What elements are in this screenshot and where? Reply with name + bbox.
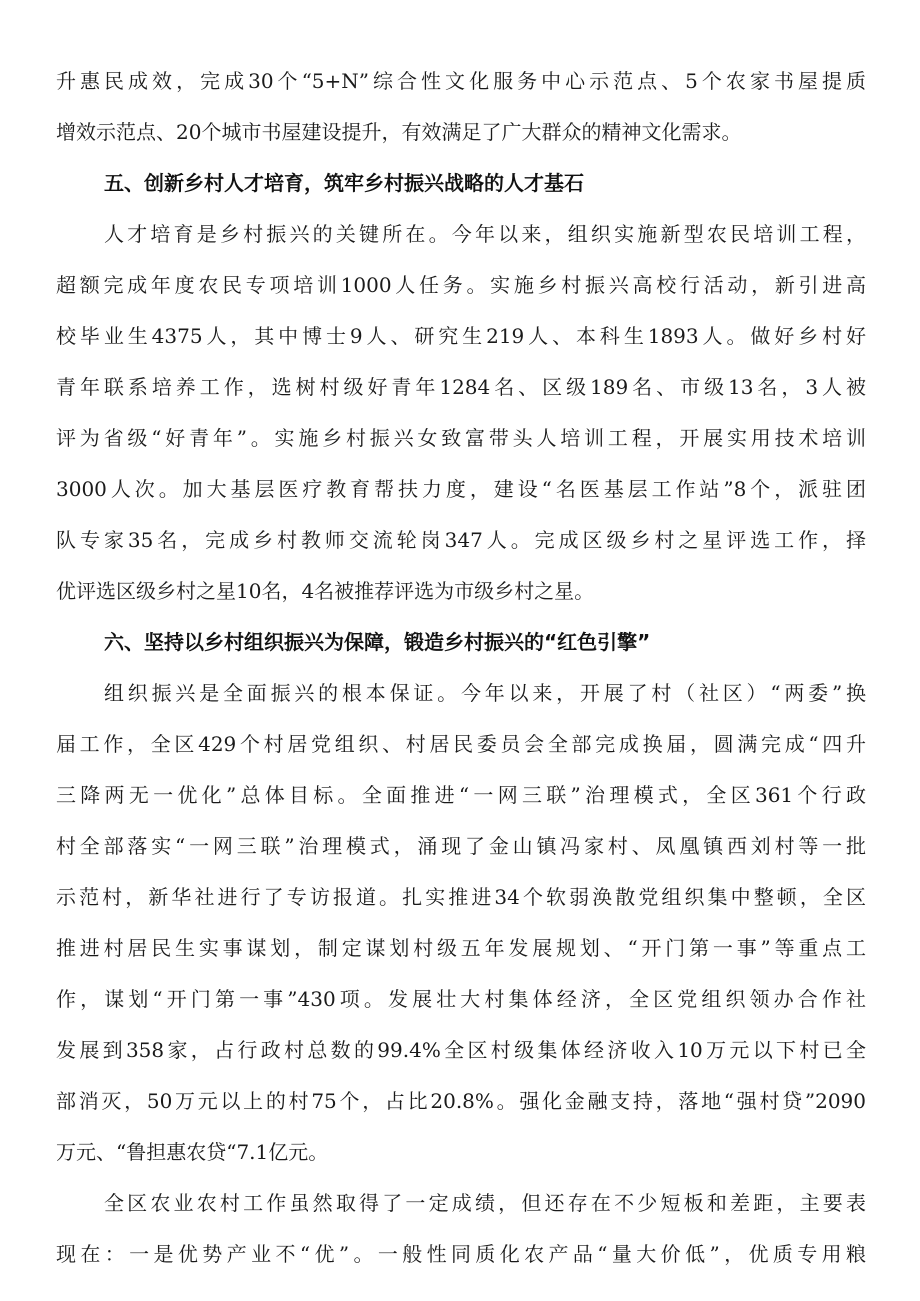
paragraph-line: 青年联系培养工作，选树村级好青年1284名、区级189名、市级13名，3人被 — [56, 375, 866, 399]
paragraph-line: 评为省级“好青年”。实施乡村振兴女致富带头人培训工程，开展实用技术培训 — [56, 426, 866, 450]
paragraph-line: 升惠民成效，完成30个“5+N”综合性文化服务中心示范点、5个农家书屋提质 — [56, 69, 866, 93]
paragraph-line: 推进村居民生实事谋划，制定谋划村级五年发展规划、“开门第一事”等重点工 — [56, 936, 866, 960]
paragraph-line: 作，谋划“开门第一事”430项。发展壮大村集体经济，全区党组织领办合作社 — [56, 987, 866, 1011]
paragraph-line: 增效示范点、20个城市书屋建设提升，有效满足了广大群众的精神文化需求。 — [56, 120, 742, 144]
section-heading-5: 五、创新乡村人才培育，筑牢乡村振兴战略的人才基石 — [104, 171, 584, 195]
paragraph-line: 部消灭，50万元以上的村75个，占比20.8%。强化金融支持，落地“强村贷”2090 — [56, 1089, 866, 1113]
paragraph-line: 村全部落实“一网三联”治理模式，涌现了金山镇冯家村、凤凰镇西刘村等一批 — [56, 834, 866, 858]
paragraph-line: 全区农业农村工作虽然取得了一定成绩，但还存在不少短板和差距，主要表 — [104, 1191, 866, 1215]
paragraph-line: 优评选区级乡村之星10名，4名被推荐评选为市级乡村之星。 — [56, 579, 595, 603]
paragraph-line: 校毕业生4375人，其中博士9人、研究生219人、本科生1893人。做好乡村好 — [56, 324, 866, 348]
paragraph-line: 队专家35名，完成乡村教师交流轮岗347人。完成区级乡村之星评选工作，择 — [56, 528, 866, 552]
paragraph-line: 三降两无一优化”总体目标。全面推进“一网三联”治理模式，全区361个行政 — [56, 783, 866, 807]
paragraph-line: 发展到358家，占行政村总数的99.4%全区村级集体经济收入10万元以下村已全 — [56, 1038, 866, 1062]
paragraph-line: 示范村，新华社进行了专访报道。扎实推进34个软弱涣散党组织集中整顿，全区 — [56, 885, 866, 909]
paragraph-line: 届工作，全区429个村居党组织、村居民委员会全部完成换届，圆满完成“四升 — [56, 732, 866, 756]
paragraph-line: 超额完成年度农民专项培训1000人任务。实施乡村振兴高校行活动，新引进高 — [56, 273, 866, 297]
paragraph-line: 万元、“鲁担惠农贷“7.1亿元。 — [56, 1140, 329, 1164]
paragraph-line: 3000人次。加大基层医疗教育帮扶力度，建设“名医基层工作站”8个，派驻团 — [56, 477, 866, 501]
paragraph-line: 组织振兴是全面振兴的根本保证。今年以来，开展了村（社区）“两委”换 — [104, 681, 866, 705]
paragraph-line: 现在：一是优势产业不“优”。一般性同质化农产品“量大价低”，优质专用粮 — [56, 1242, 866, 1266]
paragraph-line: 人才培育是乡村振兴的关键所在。今年以来，组织实施新型农民培训工程， — [104, 222, 866, 246]
section-heading-6: 六、坚持以乡村组织振兴为保障，锻造乡村振兴的“红色引擎” — [104, 630, 651, 654]
